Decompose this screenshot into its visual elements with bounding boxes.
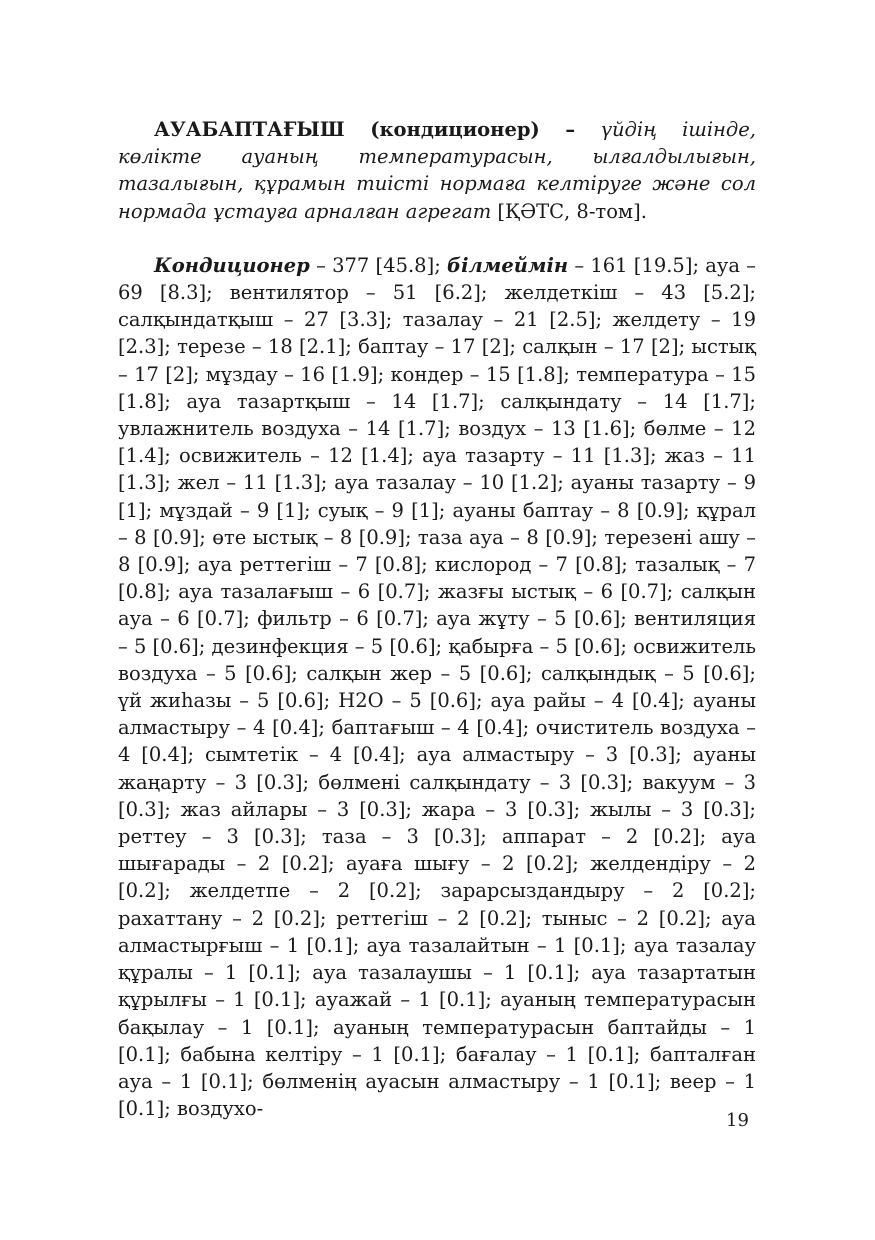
entry-dash: – <box>539 118 601 141</box>
entry-definition: үйдің ішінде, көлікте ауаның температурасын, ылғалдылығын, тазалығын, құрамын тиісті нормаға келтіруге және сол нормада ұстауға арналған агрегат <box>118 118 757 223</box>
page-body <box>118 116 756 1122</box>
response-second-term: білмеймін <box>447 253 569 277</box>
response-first-term: Кондиционер <box>154 253 310 277</box>
response-first-value: – 377 [45.8]; <box>309 253 448 277</box>
dictionary-entry <box>118 116 756 225</box>
paragraph-gap <box>118 225 756 252</box>
responses-list: – 161 [19.5]; ауа – 69 [8.3]; вентилятор – 51 [6.2]; желдеткіш – 43 [5.2]; салқындатқыш – 27 [3.3]; тазалау – 21 [2.5]; желдету – 19 [2.3]; терезе – 18 [2.1]; баптау – 17 [2]; салқын – 17 [2]; ыстық – 17 [2]; мұздау – 16 [1.9]; кондер – 15 [1.8]; температура – 15 [1.8]; ауа тазартқыш – 14 [1.7]; салқындату – 14 [1.7]; увлажнитель воздуха – 14 [1.7]; воздух – 13 [1.6]; бөлме – 12 [1.4]; освижитель – 12 [1.4]; ауа тазарту – 11 [1.3]; жаз – 11 [1.3]; жел – 11 [1.3]; ауа тазалау – 10 [1.2]; ауаны тазарту – 9 [1]; мұздай – 9 [1]; суық – 9 [1]; ауаны баптау – 8 [0.9]; құрал – 8 [0.9]; өте ыстық – 8 [0.9]; таза ауа – 8 [0.9]; терезені ашу – 8 [0.9]; ауа реттегіш – 7 [0.8]; кислород – 7 [0.8]; тазалық – 7 [0.8]; ауа тазалағыш – 6 [0.7]; жазғы ыстық – 6 [0.7]; салқын ауа – 6 [0.7]; фильтр – 6 [0.7]; ауа жұту – 5 [0.6]; вентиляция – 5 [0.6]; дезинфекция – 5 [0.6]; қабырға – 5 [0.6]; освижитель воздуха – 5 [0.6]; салқын жер – 5 [0.6]; салқындық – 5 [0.6]; үй жиһазы – 5 [0.6]; H2O – 5 [0.6]; ауа райы – 4 [0.4]; ауаны алмастыру – 4 [0.4]; баптағыш – 4 [0.4]; очиститель воздуха – 4 [0.4]; сымтетік – 4 [0.4]; ауа алмастыру – 3 [0.3]; ауаны жаңарту – 3 [0.3]; бөлмені салқындату – 3 [0.3]; вакуум – 3 [0.3]; жаз айлары – 3 [0.3]; жара – 3 [0.3]; жылы – 3 [0.3]; реттеу – 3 [0.3]; таза – 3 [0.3]; аппарат – 2 [0.2]; ауа шығарады – 2 [0.2]; ауаға шығу – 2 [0.2]; желдендіру – 2 [0.2]; желдетпе – 2 [0.2]; зарарсыздандыру – 2 [0.2]; рахаттану – 2 [0.2]; реттегіш – 2 [0.2]; тыныс – 2 [0.2]; ауа алмастырғыш – 1 [0.1]; ауа тазалайтын – 1 [0.1]; ауа тазалау құралы – 1 [0.1]; ауа тазалаушы – 1 [0.1]; ауа тазартатын құрылғы – 1 [0.1]; ауажай – 1 [0.1]; ауаның температурасын бақылау – 1 [0.1]; ауаның температурасын баптайды – 1 [0.1]; бабына келтіру – 1 [0.1]; бағалау – 1 [0.1]; бапталған ауа – 1 [0.1]; бөлменің ауасын алмастыру – 1 [0.1]; веер – 1 [0.1]; воздухо- <box>118 253 756 1121</box>
page-number: 19 <box>726 1110 749 1131</box>
entry-headword: АУАБАПТАҒЫШ (кондиционер) <box>154 118 540 141</box>
entry-source: [ҚӘТС, 8-том]. <box>491 199 647 223</box>
responses-paragraph <box>118 252 756 1123</box>
